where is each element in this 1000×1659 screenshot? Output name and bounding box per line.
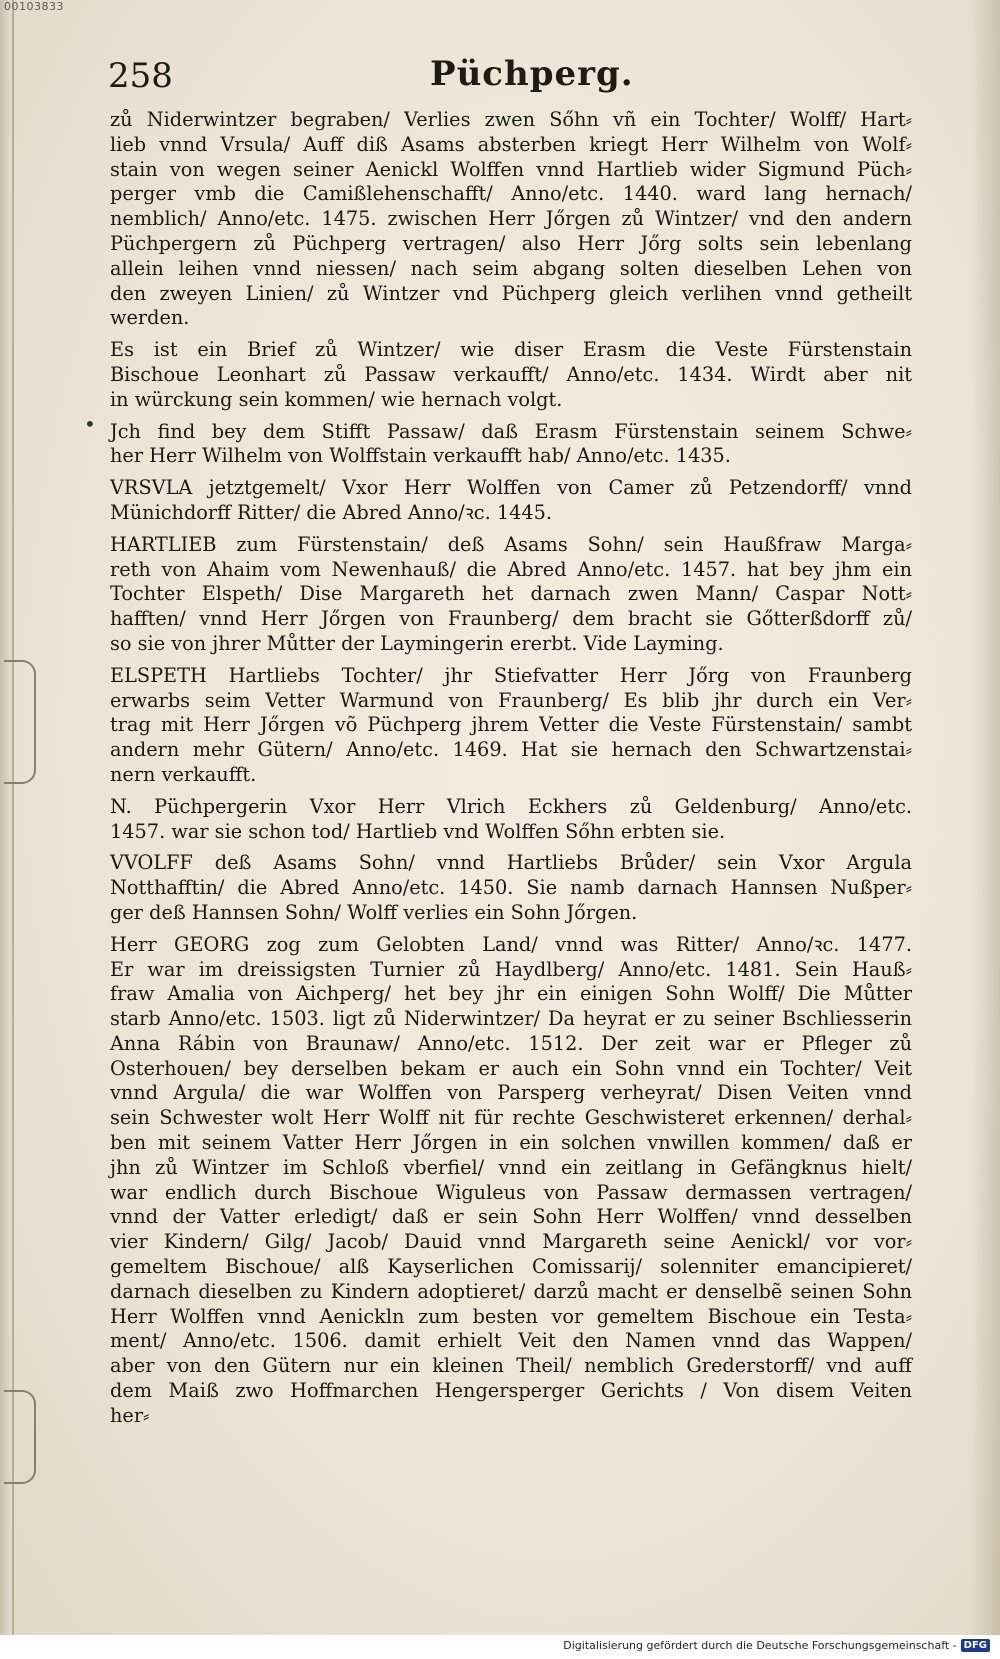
paragraph <box>110 476 912 526</box>
text-line: fraw Amalia von Aichperg/ het bey jhr ein einigen Sohn Wolff/ Die Můtter <box>110 982 912 1006</box>
footer-text: Digitalisierung gefördert durch die Deutsche Forschungsgemeinschaft - <box>563 1639 957 1652</box>
paragraph <box>110 664 912 788</box>
text-line: HARTLIEB zum Fürstenstain/ deß Asams Sohn/ sein Haußfraw Marga⸗ <box>110 532 912 556</box>
text-line: vier Kindern/ Gilg/ Jacob/ Dauid vnnd Margareth seine Aenickl/ vor vor⸗ <box>110 1230 912 1254</box>
text-line: lieb vnnd Vrsula/ Auff diß Asams absterben kriegt Herr Wilhelm von Wolf⸗ <box>110 132 912 156</box>
text-line: ger deß Hannsen Sohn/ Wolff verlies ein Sohn Jőrgen. <box>110 900 638 924</box>
text-line: den zweyen Linien/ zů Wintzer vnd Püchperg gleich verlihen vnnd getheilt <box>110 281 912 305</box>
text-line: reth von Ahaim vom Newenhauß/ die Abred Anno/etc. 1457. hat bey jhm ein <box>110 557 912 581</box>
text-line: N. Püchpergerin Vxor Herr Vlrich Eckhers zů Geldenburg/ Anno/etc. <box>110 794 912 818</box>
text-line: aber von den Gütern nur ein kleinen Theil/ nemblich Grederstorff/ vnd auff <box>110 1354 912 1378</box>
text-line: sein Schwester wolt Herr Wolff nit für rechte Geschwisteret erkennen/ derhal⸗ <box>110 1106 912 1130</box>
text-line: nemblich/ Anno/etc. 1475. zwischen Herr Jőrgen zů Wintzer/ vnd den andern <box>110 207 912 231</box>
paragraph <box>110 420 912 470</box>
text-line: vnnd der Vatter erledigt/ daß er sein Sohn Herr Wolffen/ vnnd desselben <box>110 1205 912 1229</box>
text-line: Jch find bey dem Stifft Passaw/ daß Erasm Fürstenstain seinem Schwe⸗ <box>110 419 912 443</box>
paragraph <box>110 108 912 331</box>
text-line: starb Anno/etc. 1503. ligt zů Niderwintzer/ Da heyrat er zu seiner Bschliesserin <box>110 1007 912 1031</box>
text-line: Herr GEORG zog zum Gelobten Land/ vnnd was Ritter/ Anno/ꝛc. 1477. <box>110 932 912 956</box>
text-line: ELSPETH Hartliebs Tochter/ jhr Stiefvatter Herr Jőrg von Fraunberg <box>110 663 912 687</box>
text-line: Anna Rábin von Braunaw/ Anno/etc. 1512. Der zeit war er Pfleger zů <box>110 1031 912 1055</box>
text-line: her Herr Wilhelm von Wolffstain verkaufft hab/ Anno/etc. 1435. <box>110 444 731 468</box>
body-text <box>110 108 912 1436</box>
text-line: hafften/ vnnd Herr Jőrgen von Fraunberg/ dem bracht sie Gőtterßdorff zů/ <box>110 607 912 631</box>
running-title: Püchperg. <box>430 54 634 94</box>
text-line: Osterhouen/ bey derselben bekam er auch ein Sohn vnnd ein Tochter/ Veit <box>110 1056 912 1080</box>
text-line: Es ist ein Brief zů Wintzer/ wie diser Erasm die Veste Fürstenstain <box>110 338 912 362</box>
paragraph <box>110 933 912 1429</box>
dfg-logo: DFG <box>961 1639 990 1652</box>
text-line: allein leihen vnnd niessen/ nach seim abgang solten dieselben Lehen von <box>110 256 912 280</box>
text-line: Bischoue Leonhart zů Passaw verkaufft/ Anno/etc. 1434. Wirdt aber nit <box>110 362 912 386</box>
page-edge-mark <box>4 660 36 784</box>
text-line: Notthafftin/ die Abred Anno/etc. 1450. Sie namb darnach Hannsen Nußper⸗ <box>110 876 912 900</box>
text-line: Münichdorff Ritter/ die Abred Anno/ꝛc. 1445. <box>110 500 553 524</box>
page-gutter-shadow <box>970 0 1000 1635</box>
footer <box>563 1639 990 1652</box>
page-edge-mark <box>4 1390 36 1484</box>
text-line: her⸗ <box>110 1403 150 1427</box>
text-line: stain von wegen seiner Aenickl Wolffen vnnd Hartlieb wider Sigmund Püch⸗ <box>110 157 912 181</box>
paragraph <box>110 795 912 845</box>
page-number: 258 <box>108 56 173 96</box>
text-line: in würckung sein kommen/ wie hernach volgt. <box>110 387 563 411</box>
text-line: andern mehr Gütern/ Anno/etc. 1469. Hat sie hernach den Schwartzenstai⸗ <box>110 738 912 762</box>
text-line: erwarbs seim Vetter Warmund von Fraunberg/ Es blib jhr durch ein Ver⸗ <box>110 688 912 712</box>
text-line: VVOLFF deß Asams Sohn/ vnnd Hartliebs Brůder/ sein Vxor Argula <box>110 851 912 875</box>
text-line: perger vmb die Camißlehenschafft/ Anno/etc. 1440. ward lang hernach/ <box>110 182 912 206</box>
text-line: Herr Wolffen vnnd Aenickln zum besten vor gemeltem Bischoue ein Testa⸗ <box>110 1304 912 1328</box>
text-line: Er war im dreissigsten Turnier zů Haydlberg/ Anno/etc. 1481. Sein Hauß⸗ <box>110 957 912 981</box>
text-line: so sie von jhrer Můtter der Laymingerin ererbt. Vide Layming. <box>110 631 724 655</box>
text-line: gemeltem Bischoue/ alß Kayserlichen Comissarij/ solenniter emancipieret/ <box>110 1255 912 1279</box>
text-line: werden. <box>110 306 190 330</box>
paragraph <box>110 851 912 925</box>
text-line: jhn zů Wintzer im Schloß vberfiel/ vnnd ein zeitlang in Gefängknus hielt/ <box>110 1155 912 1179</box>
text-line: dem Maiß zwo Hoffmarchen Hengersperger Gerichts / Von disem Veiten <box>110 1379 912 1403</box>
text-line: ment/ Anno/etc. 1506. damit erhielt Veit den Namen vnnd das Wappen/ <box>110 1329 912 1353</box>
paragraph <box>110 533 912 657</box>
text-line: trag mit Herr Jőrgen võ Püchperg jhrem Vetter die Veste Fürstenstain/ sambt <box>110 713 912 737</box>
text-line: Tochter Elspeth/ Dise Margareth het darnach zwen Mann/ Caspar Nott⸗ <box>110 582 912 606</box>
text-line: zů Niderwintzer begraben/ Verlies zwen Sőhn vñ ein Tochter/ Wolff/ Hart⸗ <box>110 108 912 131</box>
text-line: darnach dieselben zu Kindern adoptieret/ darzů macht er denselbẽ seinen Sohn <box>110 1279 912 1303</box>
text-line: nern verkaufft. <box>110 762 257 786</box>
text-line: Püchpergern zů Püchperg vertragen/ also Herr Jőrg solts sein lebenlang <box>110 231 912 255</box>
text-line: ben mit seinem Vatter Herr Jőrgen in ein solchen vnwillen kommen/ daß er <box>110 1131 912 1155</box>
scan-identifier: 00103833 <box>4 0 64 13</box>
margin-dot: • <box>84 412 96 436</box>
text-line: VRSVLA jetztgemelt/ Vxor Herr Wolffen von Camer zů Petzendorff/ vnnd <box>110 476 912 500</box>
paragraph <box>110 338 912 412</box>
text-line: 1457. war sie schon tod/ Hartlieb vnd Wolffen Sőhn erbten sie. <box>110 819 726 843</box>
text-line: vnnd Argula/ die war Wolffen von Parsperg verheyrat/ Disen Veiten vnnd <box>110 1081 912 1105</box>
text-line: war endlich durch Bischoue Wiguleus von Passaw dermassen vertragen/ <box>110 1180 912 1204</box>
